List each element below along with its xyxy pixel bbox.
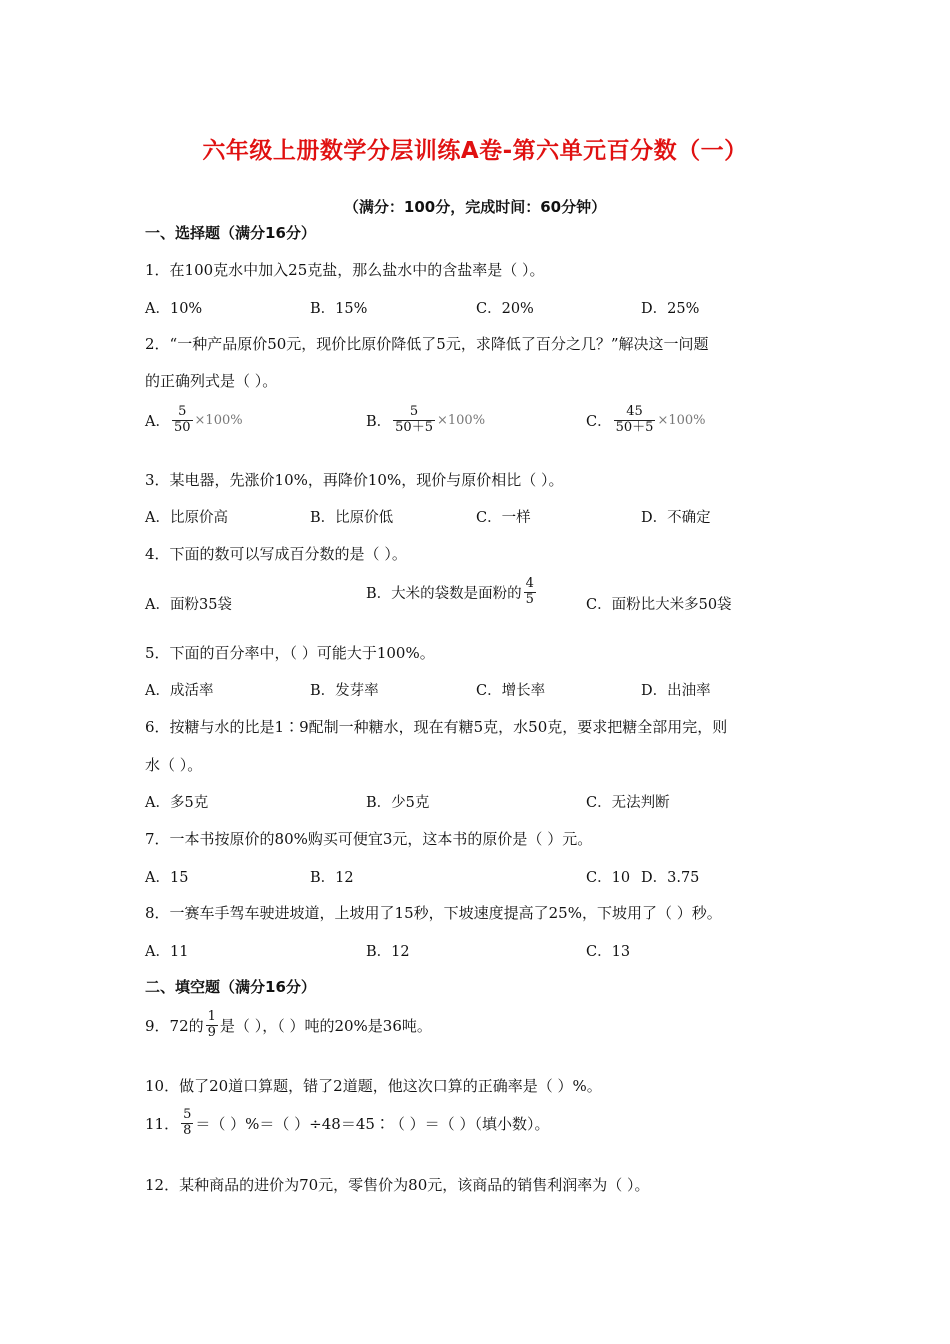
- q1-option-a: A．10%: [145, 301, 203, 317]
- q6-option-a: A．多5克: [145, 795, 209, 811]
- q2-option-c-label: C．: [586, 413, 612, 430]
- page-title: 六年级上册数学分层训练A卷-第六单元百分数（一）: [202, 138, 748, 164]
- q8-option-a: A．11: [145, 944, 189, 960]
- question-6-line-1: 6．按糖与水的比是1∶9配制一种糖水，现在有糖5克，水50克，要求把糖全部用完，则: [145, 718, 728, 736]
- q2-option-a-numerator: 5: [178, 404, 187, 419]
- q11-fraction: [181, 1108, 193, 1139]
- question-8: 8．一赛车手驾车驶进坡道，上坡用了15秒，下坡速度提高了25%，下坡用了（ ）秒。: [145, 904, 722, 922]
- q7-option-c: C．10: [586, 870, 631, 886]
- q1-option-d: D．25%: [641, 301, 700, 317]
- q11-denominator: 8: [183, 1122, 192, 1138]
- q2-option-a-multiplier: ×100%: [194, 412, 243, 428]
- page-subtitle: （满分：100分，完成时间：60分钟）: [343, 198, 607, 216]
- q2-option-c: [586, 405, 706, 436]
- q2-option-b-label: B．: [366, 413, 392, 430]
- q2-option-b-fraction: [393, 405, 435, 436]
- q4-option-b-text: B．大米的袋数是面粉的: [366, 585, 522, 602]
- section-heading-fill: 二、填空题（满分16分）: [145, 978, 316, 996]
- question-2-line-2: 的正确列式是（ ）。: [145, 372, 278, 390]
- q3-option-d: D．不确定: [641, 510, 711, 526]
- q7-option-d: D．3.75: [641, 870, 700, 886]
- q11-prefix: 11．: [145, 1114, 180, 1133]
- q11-numerator: 5: [183, 1107, 192, 1122]
- q2-option-c-numerator: 45: [626, 404, 643, 419]
- question-2-line-1: 2．“一种产品原价50元，现价比原价降低了5元，求降低了百分之几？”解决这一问题: [145, 335, 709, 353]
- q5-option-b: B．发芽率: [310, 683, 379, 699]
- question-1: 1．在100克水中加入25克盐，那么盐水中的含盐率是（ ）。: [145, 261, 545, 279]
- q4-option-a: A．面粉35袋: [145, 597, 232, 613]
- q3-option-c: C．一样: [476, 510, 531, 526]
- q6-option-b: B．少5克: [366, 795, 430, 811]
- q4-option-c: C．面粉比大米多50袋: [586, 597, 732, 613]
- question-11: [145, 1108, 549, 1139]
- question-10: 10．做了20道口算题，错了2道题，他这次口算的正确率是（ ）%。: [145, 1077, 602, 1095]
- q4-option-b-fraction: [524, 577, 536, 608]
- q1-option-b: B．15%: [310, 301, 368, 317]
- q2-option-a-denominator: 50: [173, 419, 191, 435]
- q4-option-b-numerator: 4: [525, 576, 534, 591]
- q3-option-a: A．比原价高: [145, 510, 228, 526]
- q5-option-d: D．出油率: [641, 683, 711, 699]
- q2-option-b-denominator: 50＋5: [395, 419, 433, 435]
- q6-option-c: C．无法判断: [586, 795, 670, 811]
- q11-suffix: ＝（ ）%＝（ ）÷48＝45∶（ ）＝（ ）（填小数）。: [195, 1114, 550, 1133]
- q2-option-a: [145, 405, 243, 436]
- q4-option-b-denominator: 5: [525, 591, 534, 607]
- q4-option-b: [366, 577, 538, 608]
- q9-suffix: 是（ ），（ ）吨的20%是36吨。: [219, 1016, 432, 1035]
- q9-denominator: 9: [207, 1024, 216, 1040]
- q2-option-c-fraction: [614, 405, 656, 436]
- q2-option-c-denominator: 50＋5: [615, 419, 654, 435]
- question-5: 5．下面的百分率中，（ ）可能大于100%。: [145, 644, 435, 662]
- question-9: [145, 1010, 432, 1041]
- q2-option-b-numerator: 5: [409, 404, 419, 419]
- section-heading-choice: 一、选择题（满分16分）: [145, 224, 316, 242]
- q9-prefix: 9．72的: [145, 1016, 204, 1035]
- q2-option-b: [366, 405, 485, 436]
- q9-fraction: [206, 1010, 218, 1041]
- q7-option-b: B．12: [310, 870, 354, 886]
- q8-option-c: C．13: [586, 944, 631, 960]
- q2-option-a-fraction: [172, 405, 193, 436]
- q9-numerator: 1: [207, 1009, 216, 1024]
- q5-option-a: A．成活率: [145, 683, 214, 699]
- question-12: 12．某种商品的进价为70元，零售价为80元，该商品的销售利润率为（ ）。: [145, 1176, 650, 1194]
- question-4: 4．下面的数可以写成百分数的是（ ）。: [145, 545, 407, 563]
- question-6-line-2: 水（ ）。: [145, 756, 203, 774]
- q2-option-b-multiplier: ×100%: [436, 412, 486, 428]
- question-3: 3．某电器，先涨价10%，再降价10%，现价与原价相比（ ）。: [145, 471, 564, 489]
- q7-option-a: A．15: [145, 870, 189, 886]
- q3-option-b: B．比原价低: [310, 510, 394, 526]
- question-7: 7．一本书按原价的80%购买可便宜3元，这本书的原价是（ ）元。: [145, 830, 593, 848]
- q1-option-c: C．20%: [476, 301, 534, 317]
- q2-option-c-multiplier: ×100%: [657, 412, 706, 428]
- q2-option-a-label: A．: [145, 413, 170, 430]
- q5-option-c: C．增长率: [476, 683, 546, 699]
- q8-option-b: B．12: [366, 944, 410, 960]
